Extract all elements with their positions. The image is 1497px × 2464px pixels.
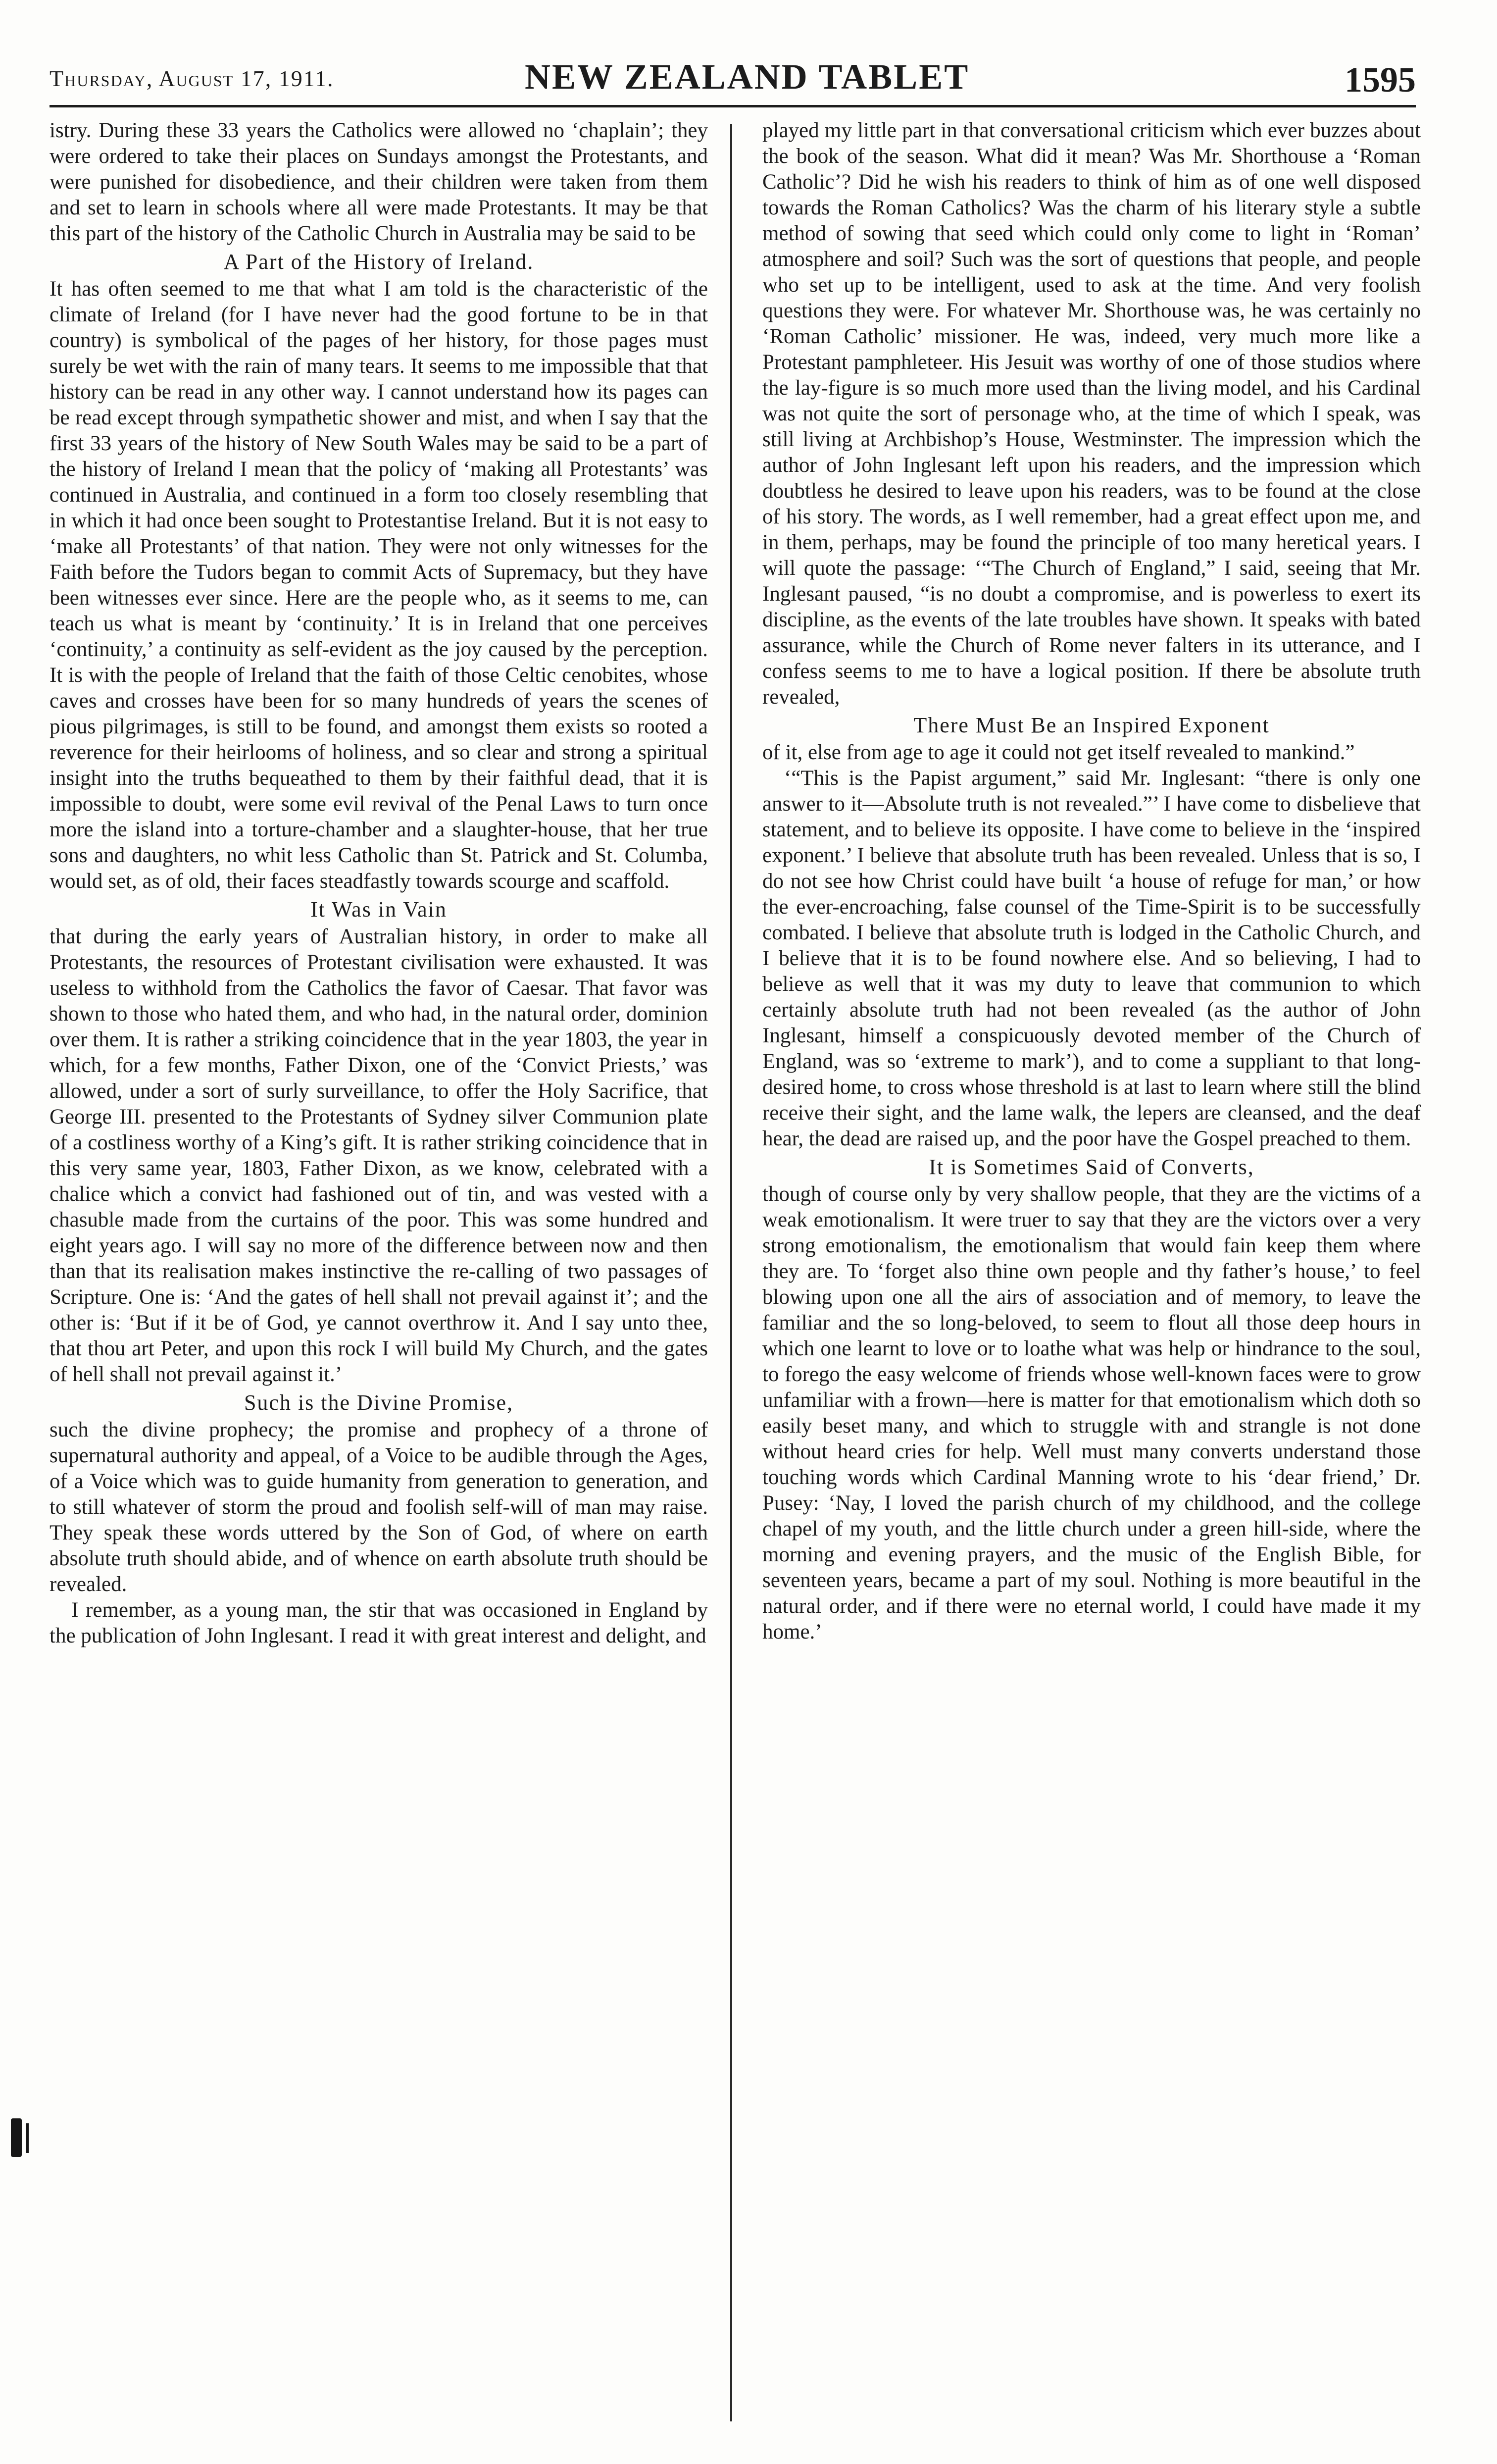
scan-artifact-mark (26, 2123, 29, 2153)
subheading: Such is the Divine Promise, (244, 1390, 514, 1415)
subheading: There Must Be an Inspired Exponent (913, 713, 1270, 737)
paragraph: played my little part in that conversational criticism which ever buzzes about the book of the season. What did it mean? Was Mr. Shorthouse a ‘Roman Catholic’? Did he wish his readers to think of him as of one well disposed towards the Roman Catholics? Was the charm of his literary style a subtle method of sowing that seed which could only come to light in ‘Roman’ atmosphere and soil? Such was the sort of questions that people, and people who set up to be intelligent, used to ask at the time. And very foolish questions they were. For whatever Mr. Shorthouse was, he was certainly no ‘Roman Catholic’ missioner. He was, indeed, very much more like a Protestant pamphleteer. His Jesuit was worthy of one of those studios where the lay-figure is so much more used than the living model, and his Cardinal was not quite the sort of personage who, at the time of which I speak, was still living at Archbishop’s House, Westminster. The impression which the author of John Inglesant left upon his readers, and the impression which doubtless he desired to leave upon his readers, was to be found at the close of his story. The words, as I well remember, had a great effect upon me, and in them, perhaps, may be found the principle of too many heretical years. I will quote the passage: ‘“The Church of England,” I said, seeing that Mr. Inglesant paused, “is no doubt a compromise, and is powerless to exert its discipline, as the events of the late troubles have shown. It speaks with bated assurance, while the Church of Rome never falters in its utterance, and I confess seems to me to have a logical position. If there be absolute truth revealed, (762, 119, 1421, 709)
left-column (50, 118, 708, 2435)
page-header (50, 50, 1416, 109)
publication-title: NEW ZEALAND TABLET (525, 57, 970, 97)
scan-artifact-mark (11, 2118, 22, 2157)
paragraph: It has often seemed to me that what I am told is the characteristic of the climate of Ireland (for I have never had the good fortune to be in that country) is symbolical of the pages of her history, for those pages must surely be wet with the rain of many tears. It seems to me impossible that that history can be read in any other way. I cannot understand how its pages can be read except through sympathetic shower and mist, and when I say that the first 33 years of the history of New South Wales may be said to be a part of the history of Ireland I mean that the policy of ‘making all Protestants’ was continued in Australia, and continued in a form too closely resembling that in which it had once been sought to Protestantise Ireland. But it is not easy to ‘make all Protestants’ of that nation. They were not only witnesses for the Faith before the Tudors began to commit Acts of Supremacy, but they have been witnesses ever since. Here are the people who, as it seems to me, can teach us what is meant by ‘continuity.’ It is in Ireland that one perceives ‘continuity,’ a continuity as self-evident as the joy caused by the perception. It is with the people of Ireland that the faith of those Celtic cenobites, whose caves and crosses have been for so many hundreds of years the scenes of pious pilgrimages, is still to be found, and amongst them exists so rooted a reverence for their heirlooms of holiness, and so clear and strong a spiritual insight into the truths bequeathed to them by their faithful dead, that it is impossible to doubt, were some evil revival of the Penal Laws to turn once more the island into a torture-chamber and a slaughter-house, that her true sons and daughters, no whit less Catholic than St. Patrick and St. Columba, would set, as of old, their faces steadfastly towards scourge and scaffold. (50, 277, 708, 893)
page-number: 1595 (1345, 60, 1416, 100)
paragraph: though of course only by very shallow people, that they are the victims of a weak emotionalism. It were truer to say that they are the victors over a very strong emotionalism, the emotionalism that would fain keep them where they are. To ‘forget also thine own people and thy father’s house,’ to feel blowing upon one all the airs of association and of memory, to leave the familiar and the so long-beloved, to seem to flout all those deep hours in which one learnt to love or to loathe what was help or hindrance to the soul, to forego the easy welcome of friends whose well-known faces were to grow unfamiliar with a frown—here is matter for that emotionalism which doth so easily beset many, and which to struggle with and strangle is not done without heard cries for help. Well must many converts understand those touching words which Cardinal Manning wrote to his ‘dear friend,’ Dr. Pusey: ‘Nay, I loved the parish church of my childhood, and the college chapel of my youth, and the little church under a green hill-side, where the morning and evening prayers, and the music of the English Bible, for seventeen years, became a part of my soul. Nothing is more beautiful in the natural order, and if there were no eternal world, I could have made it my home.’ (762, 1182, 1421, 1643)
header-rule (50, 105, 1416, 107)
paragraph: I remember, as a young man, the stir that was occasioned in England by the publication of John Inglesant. I read it with great interest and delight, and (50, 1598, 708, 1647)
issue-date: Thursday, August 17, 1911. (50, 66, 334, 91)
right-column (762, 118, 1421, 2435)
paragraph: istry. During these 33 years the Catholics were allowed no ‘chaplain’; they were ordered to take their places on Sundays amongst the Protestants, and were punished for disobedience, and their children were taken from them and set to learn in schools where all were made Protestants. It may be that this part of the history of the Catholic Church in Australia may be said to be (50, 119, 708, 245)
subheading: It is Sometimes Said of Converts, (929, 1155, 1254, 1179)
paragraph: ‘“This is the Papist argument,” said Mr. Inglesant: “there is only one answer to it—Absolute truth is not revealed.”’ I have come to disbelieve that statement, and to believe its opposite. I have come to believe in the ‘inspired exponent.’ I believe that absolute truth has been revealed. Unless that is so, I do not see how Christ could have built ‘a house of refuge for man,’ or how the ever-encroaching, false counsel of the Time-Spirit is to be successfully combated. I believe that absolute truth is lodged in the Catholic Church, and I believe that it is to be found nowhere else. And so believing, I had to believe as well that it was my duty to leave that communion to which certainly absolute truth had not been revealed (as the author of John Inglesant, himself a conspicuously devoted member of the Church of England, was so ‘extreme to mark’), and to come a suppliant to that long-desired home, to cross whose threshold is at last to learn where still the blind receive their sight, and the lame walk, the lepers are cleansed, and the deaf hear, the dead are raised up, and the poor have the Gospel preached to them. (762, 767, 1421, 1150)
paragraph: such the divine prophecy; the promise and prophecy of a throne of supernatural authority and appeal, of a Voice to be audible through the Ages, of a Voice which was to guide humanity from generation to generation, and to still whatever of storm the proud and foolish self-will of man may raise. They speak these words uttered by the Son of God, of where on earth absolute truth should abide, and of whence on earth absolute truth should be revealed. (50, 1418, 708, 1596)
subheading: A Part of the History of Ireland. (223, 250, 534, 274)
paragraph: that during the early years of Australian history, in order to make all Protestants, the resources of Protestant civilisation were exhausted. It was useless to withhold from the Catholics the favor of Caesar. That favor was shown to those who hated them, and who had, in the natural order, dominion over them. It is rather a striking coincidence that in the year 1803, the year in which, for a few months, Father Dixon, one of the ‘Convict Priests,’ was allowed, under a sort of surly surveillance, to offer the Holy Sacrifice, that George III. presented to the Protestants of Sydney silver Communion plate of a costliness worthy of a King’s gift. It is rather striking coincidence that in this very same year, 1803, Father Dixon, as we know, celebrated with a chalice which a convict had fashioned out of tin, and was vested with a chasuble made from the curtains of the poor. This was some hundred and eight years ago. I will say no more of the difference between now and then than that its realisation makes instinctive the re-calling of two passages of Scripture. One is: ‘And the gates of hell shall not prevail against it’; and the other is: ‘But if it be of God, ye cannot overthrow it. And I say unto thee, that thou art Peter, and upon this rock I will build My Church, and the gates of hell shall not prevail against it.’ (50, 925, 708, 1386)
paragraph: of it, else from age to age it could not get itself revealed to mankind.” (762, 741, 1355, 764)
subheading: It Was in Vain (310, 897, 447, 922)
column-divider (730, 124, 732, 2421)
